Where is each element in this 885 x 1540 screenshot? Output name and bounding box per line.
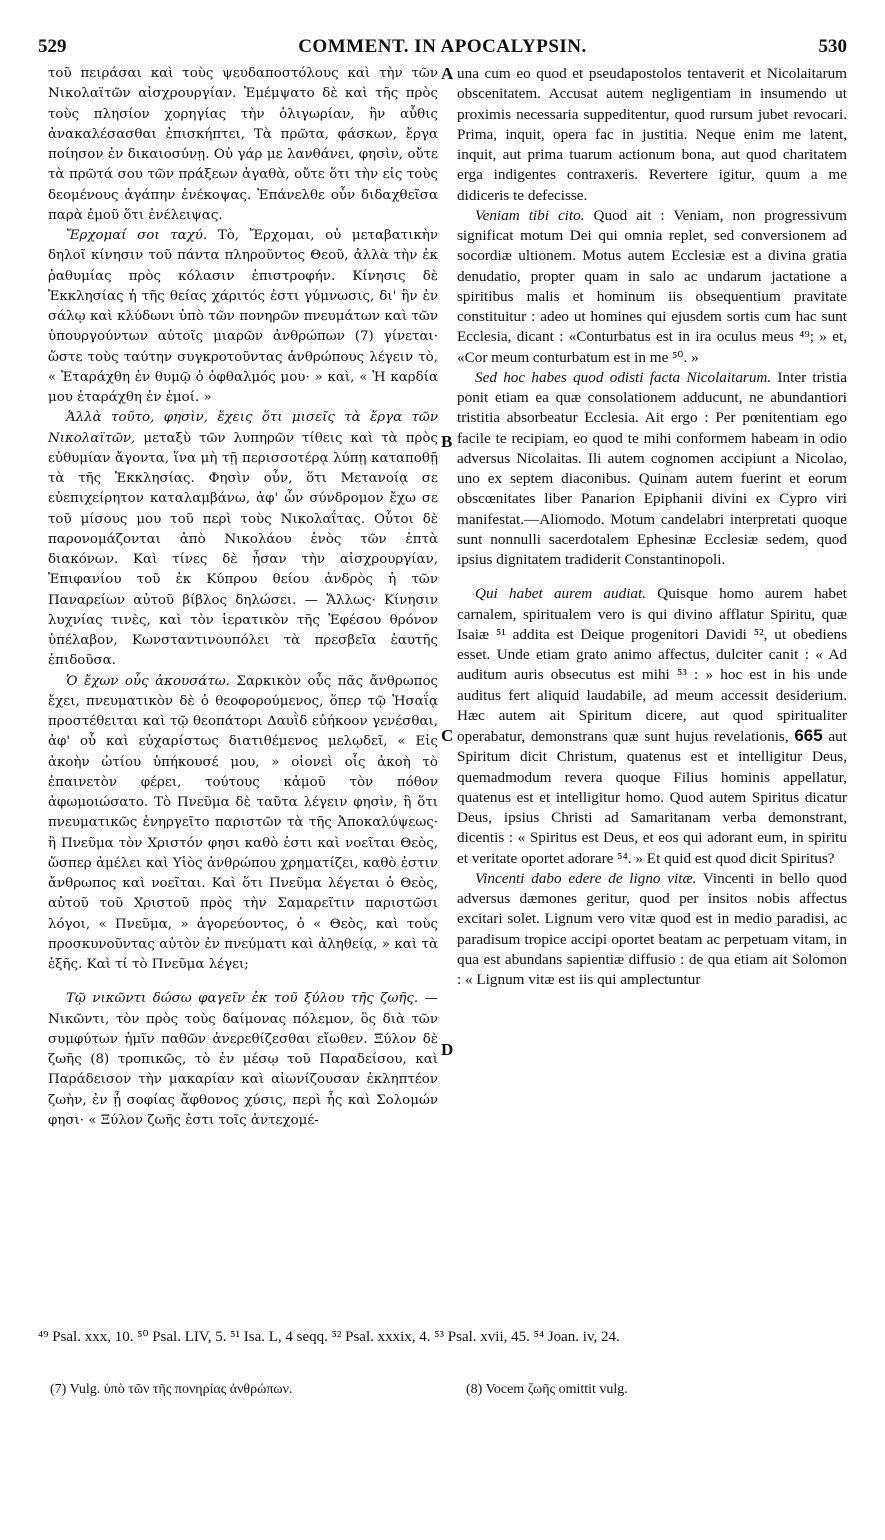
greek-paragraph: Ὁ ἔχων οὖς ἀκουσάτω. Σαρκικὸν οὖς πᾶς ἄνθρωπος ἔχει, πνευματικὸν δὲ ὁ θεοφορούμενος, ὅπερ τῷ Ἡσαΐᾳ προστέθειται καὶ τῷ θεοπάτορι Δαυῒδ εὐήκοον γενέσθαι, ἀφ' οὗ καὶ εὐχαρίστως διατιθέμενος μελῳδεῖ, « Εἰς ἀκοὴν ὠτίου ὑπήκουσέ μου, » οἱονεὶ οἷς ἀκοὴ τὸ ἐπαινετὸν φέρει, τούτους κἀμοῦ τὸν πόθον ἀφωμοιώσατο. Τὸ Πνεῦμα δὲ ταῦτα λέγειν φησὶν, ἢ ὅτι πνευματικῶς ἐνηργεῖτο παριστῶν τὰ τῆς Ἀποκαλύψεως· ἢ Πνεῦμα τὸν Χριστόν φησι καθὸ ἐστι καὶ νοεῖται Θεὸς, ὥσπερ ἀμέλει καὶ Υἱὸς ἀνθρώπου χρηματίζει, καθὸ ἐστιν ἄνθρωπος καὶ νοεῖται. Καὶ ὅτι Πνεῦμα λέγεται ὁ Θεὸς, αὐτοῦ τοῦ Χριστοῦ πρὸς τὴν Σαμαρεῖτιν παριστῶσι λόγοι, « Πνεῦμα, » ἀγορεύοντος, ὁ « Θεὸς, καὶ τοὺς προσκυνοῦντας αὐτὸν ἐν πνεύματι καὶ ἀληθείᾳ, » καὶ τὰ ἑξῆς. Καὶ τί τὸ Πνεῦμα λέγει; bbox=[48, 673, 438, 972]
greek-paragraph: τοῦ πειράσαι καὶ τοὺς ψευδαποστόλους καὶ τὴν τῶν Νικολαϊτῶν αἰσχρουργίαν. Ἐμέμψατο δὲ καὶ τῆς πρὸς τοὺς πλησίον χορηγίας τὴν ὀλιγωρίαν, ἣν αὖθις ἀνακαλέσασθαι ἐπισκήπτει, Τὰ πρῶτα, φάσκων, ἔργα ποίησον ἐν δικαιοσύνῃ. Οὐ γάρ με λανθάνει, φησὶν, οὔτε τὰ πρῶτά σου τῶν πράξεων ἀγαθὰ, οὔτε ὅτι τὴν εἰς τοὺς δεομένους ἀγάπην ἐνέκοψας. Ἐπάνελθε οὖν διδαχθεῖσα παρὰ ἐμοῦ ὅτι ἐνέλειψας. bbox=[48, 66, 438, 223]
latin-paragraph: Qui habet aurem audiat. Quisque homo aurem habet carnalem, spiritualem vero is qui divino afflatur Spiritu, quæ Isaiæ ⁵¹ addita est Deique progenitori Davidi ⁵², ut obediens esset. Unde etiam grato animo affectus, dulciter canit : « Ad auditum auris obsecutus est mihi ⁵³ : » hoc est in his unde auditus fert aliquid laudabile, ad meum accessit desiderium. Hæc autem ait Spiritum dicere, aut quod spiritualiter operabatur, demonstrans quæ sunt hujus revelationis, 665 aut Spiritum dicit Christum, quatenus est et intelligitur Deus, quemadmodum revera quoque Filius hominis appellatur, quatenus est et intelligitur homo. Quod autem Spiritus dicatur Deus, ipsius Christi ad Samaritanam verba demonstrant, dicentis : « Spiritus est Deus, et eos qui adorant eum, in spiritu et veritate oportet adorare ⁵⁴. » Et quid est quod dicit Spiritus? bbox=[457, 585, 847, 867]
margin-letter-a: A bbox=[441, 64, 454, 83]
greek-paragraph: Ἔρχομαί σοι ταχύ. Τὸ, Ἔρχομαι, οὐ μεταβατικὴν δηλοῖ κίνησιν τοῦ πάντα πληροῦντος Θεοῦ, ἀλλὰ τὴν ἐκ ῥαθυμίας πρὸς κόλασιν ἐπιστροφήν. Κίνησις δὲ Ἐκκλησίας ἡ τῆς θείας χάριτός ἐστι γύμνωσις, δι' ἣν ἐν σάλῳ καὶ κλύδωνι ὑπὸ τῶν πονηρῶν πνευμάτων καὶ τῶν ὑπουργούντων αὐτοῖς μιαρῶν ἀνθρώπων (7) γίνεται· ὥστε τοὺς ταύτην συγκροτοῦντας ἀνθρώπους λέγειν τὸ, « Ἐταράχθη ἐν θυμῷ ὁ ὀφθαλμός μου· » καὶ, « Ἡ καρδία μου ἐταράχθη ἐν ἐμοί. » bbox=[48, 228, 438, 405]
latin-column bbox=[457, 64, 847, 990]
latin-lemma: Veniam tibi cito. bbox=[475, 206, 585, 224]
latin-lemma: Vincenti dabo edere de ligno vitæ. bbox=[475, 869, 697, 887]
page-number-right: 530 bbox=[818, 36, 847, 57]
variant-note-right: (8) Vocem ζωῆς omittit vulg. bbox=[466, 1382, 628, 1397]
latin-paragraph: Veniam tibi cito. Quod ait : Veniam, non progressivum significat motum Dei qui omnia replet, sed conversionem ad socordiæ ultionem. Motus autem Ecclesiæ est a divina gratia denudatio, propter quam in salo ac undarum jactatione a spiritibus malis et hominum iis obsequentium pravitate constituitur : adeo ut homines qui ejusdem sortis cum hac sunt Ecclesia, dicant : «Conturbatus est in ira oculus meus ⁴⁹; » et, «Cor meum conturbatum est in me ⁵⁰. » bbox=[457, 206, 847, 366]
margin-letter-d: D bbox=[441, 1040, 454, 1059]
margin-letter-b: B bbox=[441, 432, 453, 451]
margin-letter-c: C bbox=[441, 726, 454, 745]
greek-lemma: Τῷ νικῶντι δώσω φαγεῖν ἐκ τοῦ ξύλου τῆς ζωῆς. bbox=[66, 991, 419, 1007]
column-number: 665 bbox=[794, 726, 823, 745]
page-number-left: 529 bbox=[38, 36, 67, 57]
latin-paragraph: Sed hoc habes quod odisti facta Nicolaitarum. Inter tristia ponit etiam ea quæ consolationem adducunt, ne abundantiori tristitia absorbeatur Ecclesia. Ait ergo : Per pœnitentiam ego facile te recipiam, eo quod te mihi conformem habeam in odio adversus Nicolaitas. Ili autem cognomen accipiunt a Nicolao, uno ex septem diaconibus. Quinam autem fuerint et eorum obscœnitates liber Panarion Epiphanii divini ex Cypro viri manifestat.—Aliomodo. Motum candelabri interpretati quoque sunt nonnulli sacerdotalem Ephesinæ Ecclesiæ sedem, quod ipsius dignitatem tradiderit Constantinopoli. bbox=[457, 368, 847, 568]
greek-paragraph: Τῷ νικῶντι δώσω φαγεῖν ἐκ τοῦ ξύλου τῆς ζωῆς. — Νικῶντι, τὸν πρὸς τοὺς δαίμονας πόλεμον, ὃς διὰ τῶν συμφύτων ἡμῖν παθῶν ἀνερεθίζεσθαι εἴωθεν. Ξύλον δὲ ζωῆς (8) τροπικῶς, τὸ ἐν μέσῳ τοῦ Παραδείσου, καὶ Παράδεισον τὴν μακαρίαν καὶ αἰωνίζουσαν ἐκληπτέον ζωὴν, ἐν ᾗ σοφίας ἄφθονος χύσις, περὶ ἧς καὶ Σολομών φησι· « Ξύλον ζωῆς ἐστι τοῖς ἀντεχομέ- bbox=[48, 991, 438, 1128]
latin-lemma: Qui habet aurem audiat. bbox=[475, 585, 647, 603]
running-title: COMMENT. IN APOCALYPSIN. bbox=[298, 36, 587, 57]
greek-column bbox=[48, 64, 438, 1131]
greek-lemma: Ἀλλὰ τοῦτο, φησὶν, ἔχεις ὅτι μισεῖς τὰ ἔργα τῶν Νικολαϊτῶν, bbox=[48, 410, 438, 446]
greek-paragraph: Ἀλλὰ τοῦτο, φησὶν, ἔχεις ὅτι μισεῖς τὰ ἔργα τῶν Νικολαϊτῶν, μεταξὺ τῶν λυπηρῶν τίθεις καὶ τὰ πρὸς εὐθυμίαν ἄγοντα, ἵνα μὴ τῇ περισσοτέρᾳ λύπῃ καταποθῇ τὰ τῆς Ἐκκλησίας. Φησὶν οὖν, ὅτι Μετανοίᾳ σε εὐεπιχείρητον καταλαμβάνω, ἀφ' ὧν σύνδρομον ἔχω σε τοῦ μίσους μου τοῦ περὶ τοὺς Νικολαΐτας. Οὗτοι δὲ παρονομάζονται ἀπὸ Νικολάου ἑνὸς τῶν ἑπτὰ διακόνων. Καὶ τίνες δὲ ἦσαν τὴν αἰσχρουργίαν, Ἐπιφανίου τοῦ ἐκ Κύπρου θείου ἀνδρὸς ἡ τῶν Παναρείων αὐτοῦ βίβλος δηλώσει. — Ἄλλως· Κίνησιν λυχνίας τινὲς, καὶ τὸν ἱερατικὸν τῆς Ἐφέσου θρόνον ὑπέλαβον, Κωνσταντινουπόλει τὰ πρεσβεῖα ἑαυτῆς ἐπιδοῦσα. bbox=[48, 410, 438, 669]
footnotes: ⁴⁹ Psal. xxx, 10. ⁵⁰ Psal. LIV, 5. ⁵¹ Isa. L, 4 seqq. ⁵² Psal. xxxix, 4. ⁵³ Psal. xvii, 45. ⁵⁴ Joan. iv, 24. bbox=[38, 1329, 620, 1345]
latin-lemma: Sed hoc habes quod odisti facta Nicolaitarum. bbox=[475, 368, 772, 386]
latin-paragraph: Vincenti dabo edere de ligno vitæ. Vincenti in bello quod adversus dæmones geritur, quod per insitos nobis affectus excitari solet. Lignum vero vitæ quod est in medio paradisi, ac paradisum tropice accipi oportet beatam ac perpetuam vitam, in qua est abundans sapientiæ diffusio : de qua etiam ait Solomon : « Lignum vitæ est iis qui amplectuntur bbox=[457, 869, 847, 988]
greek-lemma: Ἔρχομαί σοι ταχύ. bbox=[66, 228, 208, 243]
running-header bbox=[0, 36, 885, 64]
greek-lemma: Ὁ ἔχων οὖς ἀκουσάτω. bbox=[66, 673, 230, 689]
latin-paragraph: una cum eo quod et pseudapostolos tentaverit et Nicolaitarum obscenitatem. Accusat autem negligentiam in insumendo ut proximis necessaria suppeditentur, quod rursum jubet revocari. Prima, inquit, opera fac in justitia. Neque enim me latent, inquit, aut prima tuarum actionum bona, aut quod charitatem erga indigentes contraxeris. Revertere igitur, quum a me didiceris te defecisse. bbox=[457, 65, 847, 204]
variant-note-left: (7) Vulg. ὑπὸ τῶν τῆς πονηρίας ἀνθρώπων. bbox=[50, 1382, 293, 1397]
